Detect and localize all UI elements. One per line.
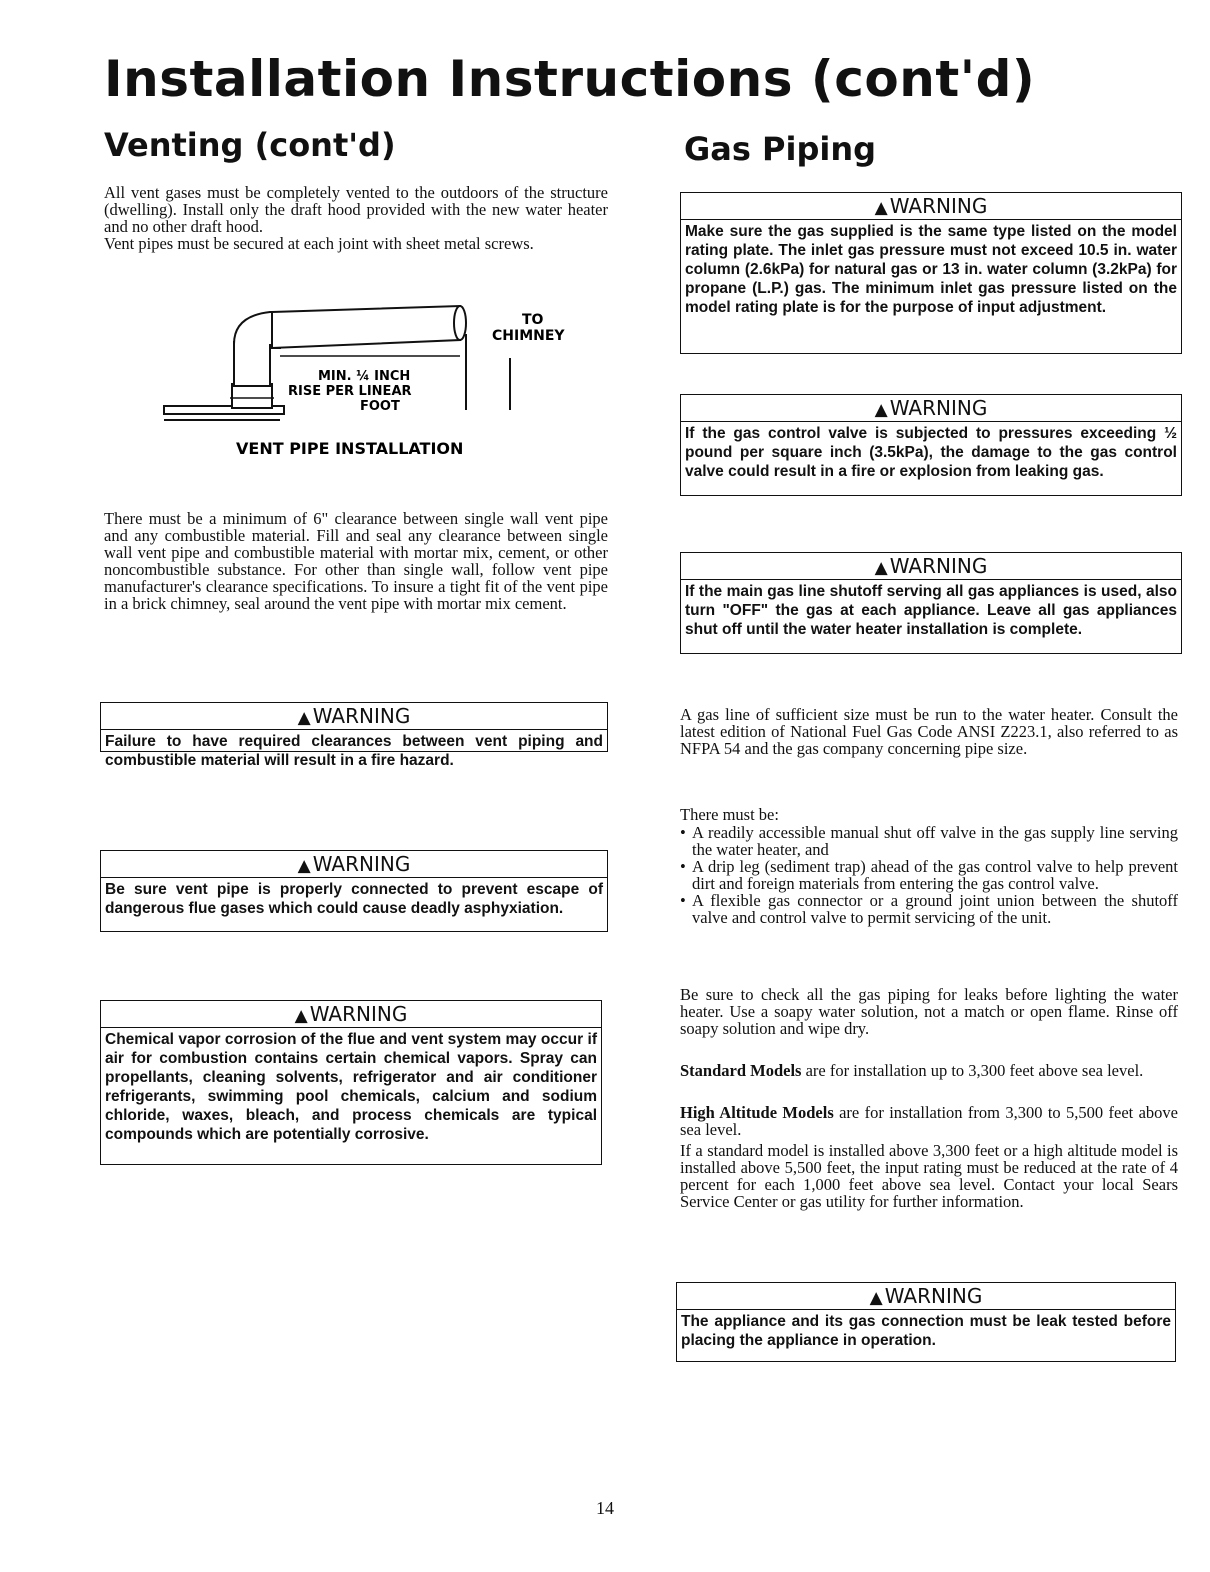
high-altitude-text: High Altitude Models are for installation from 3,300 to 5,500 feet above sea level. [680,1103,1178,1139]
vent-pipe-illustration [160,298,590,468]
list-item: • A flexible gas connector or a ground joint union between the shutoff valve and control valve to permit servicing of the unit. [680,892,1178,926]
list-item: • A readily accessible manual shut off valve in the gas supply line serving the water heater, and [680,824,1178,858]
vent-pipe-diagram [160,298,590,468]
warning-text: The appliance and its gas connection must be leak tested before placing the appliance in operation. [681,1313,1171,1349]
warning-text: Chemical vapor corrosion of the flue and vent system may occur if air for combustion contains certain chemical vapors. Spray can propellants, cleaning solvents, refrigerator and air conditioner refrigerants, swimming pool chemicals, calcium and sodium chloride, waxes, bleach, and process chemicals are typical compounds which are potentially corrosive. [105,1031,597,1143]
warning-text: If the gas control valve is subjected to pressures exceeding ½ pound per square inch (3.5kPa), the damage to the gas control valve could result in a fire or explosion from leaking gas. [685,425,1177,480]
warning-box-gas-pressure [680,192,1182,354]
warning-box-vent-connection [100,850,608,932]
warning-text: Make sure the gas supplied is the same type listed on the model rating plate. The inlet gas pressure must not exceed 10.5 in. water column (2.6kPa) for natural gas or 13 in. water column (3.2kPa) for propane (L.P.) gas. The minimum inlet gas pressure listed on the model rating plate is for the purpose of input adjustment. [685,223,1177,316]
diagram-caption: VENT PIPE INSTALLATION [236,439,464,458]
warning-triangle-icon: ▲ [297,856,311,876]
warning-box-leak-test [676,1282,1176,1362]
there-must-be-label: There must be: [680,805,779,824]
venting-screws-text: Vent pipes must be secured at each joint with sheet metal screws. [104,234,534,253]
rise-label-3: FOOT [360,399,400,414]
chimney-label: CHIMNEY [492,328,565,344]
warning-header: ▲ WARNING [681,395,1181,422]
venting-intro [104,184,608,252]
standard-models-text: Standard Models are for installation up to 3,300 feet above sea level. [680,1061,1144,1080]
warning-triangle-icon: ▲ [874,400,888,420]
rise-label-2: RISE PER LINEAR [288,384,412,399]
high-altitude-label: High Altitude Models [680,1103,834,1122]
warning-triangle-icon: ▲ [294,1006,308,1026]
warning-text: Be sure vent pipe is properly connected to prevent escape of dangerous flue gases which could cause deadly asphyxiation. [105,881,603,917]
warning-box-clearance [100,702,608,769]
warning-header: ▲ WARNING [101,703,607,730]
warning-header: ▲ WARNING [101,851,607,878]
warning-box-control-valve [680,394,1182,496]
standard-models-label: Standard Models [680,1061,802,1080]
to-label: TO [522,312,544,328]
venting-intro-text: All vent gases must be completely vented to the outdoors of the structure (dwelling). Install only the draft hood provided with the new water heater and no other draft hood. [104,183,608,236]
warning-header: ▲ WARNING [681,553,1181,580]
list-item: • A drip leg (sediment trap) ahead of the gas control valve to help prevent dirt and foreign materials from entering the gas control valve. [680,858,1178,892]
warning-text: If the main gas line shutoff serving all gas appliances is used, also turn "OFF" the gas at each appliance. Leave all gas appliances shut off until the water heater installation is complete. [685,583,1177,638]
clearance-text: There must be a minimum of 6" clearance between single wall vent pipe and any combustible material. Fill and seal any clearance between single wall vent pipe and combustible material with mortar mix, cement, or other noncombustible substance. For other than single wall, follow vent pipe manufacturer's clearance specifications. To insure a tight fit of the vent pipe in a brick chimney, seal around the vent pipe with mortar mix cement. [104,509,608,613]
requirements-list [680,824,1178,926]
gas-piping-heading: Gas Piping [684,130,877,168]
warning-box-chemical-corrosion [100,1000,602,1165]
page-number: 14 [596,1498,614,1518]
derate-text: If a standard model is installed above 3,300 feet or a high altitude model is installed above 5,500 feet, the input rating must be reduced at the rate of 4 percent for each 1,000 feet above sea level. Contact your local Sears Service Center or gas utility for further information. [680,1141,1178,1211]
warning-header: ▲ WARNING [101,1001,601,1028]
warning-header: ▲ WARNING [681,193,1181,220]
warning-header: ▲ WARNING [677,1283,1175,1310]
vertical-vent-pipe [234,342,270,386]
page-title: Installation Instructions (cont'd) [104,50,1036,108]
venting-heading: Venting (cont'd) [104,126,396,164]
warning-box-shutoff [680,552,1182,654]
warning-triangle-icon: ▲ [869,1288,883,1308]
draft-hood [232,384,272,408]
rise-label-1: MIN. ¼ INCH [318,369,411,384]
warning-triangle-icon: ▲ [874,558,888,578]
warning-triangle-icon: ▲ [874,198,888,218]
leak-check-text: Be sure to check all the gas piping for leaks before lighting the water heater. Use a soapy water solution, not a match or open flame. Rinse off soapy solution and wipe dry. [680,985,1178,1038]
warning-triangle-icon: ▲ [297,708,311,728]
horizontal-vent-pipe [272,306,460,348]
gas-line-text: A gas line of sufficient size must be run to the water heater. Consult the latest edition of National Fuel Gas Code ANSI Z223.1, also referred to as NFPA 54 and the gas company concerning pipe size. [680,705,1178,758]
warning-text: Failure to have required clearances between vent piping and combustible material will result in a fire hazard. [105,733,603,769]
